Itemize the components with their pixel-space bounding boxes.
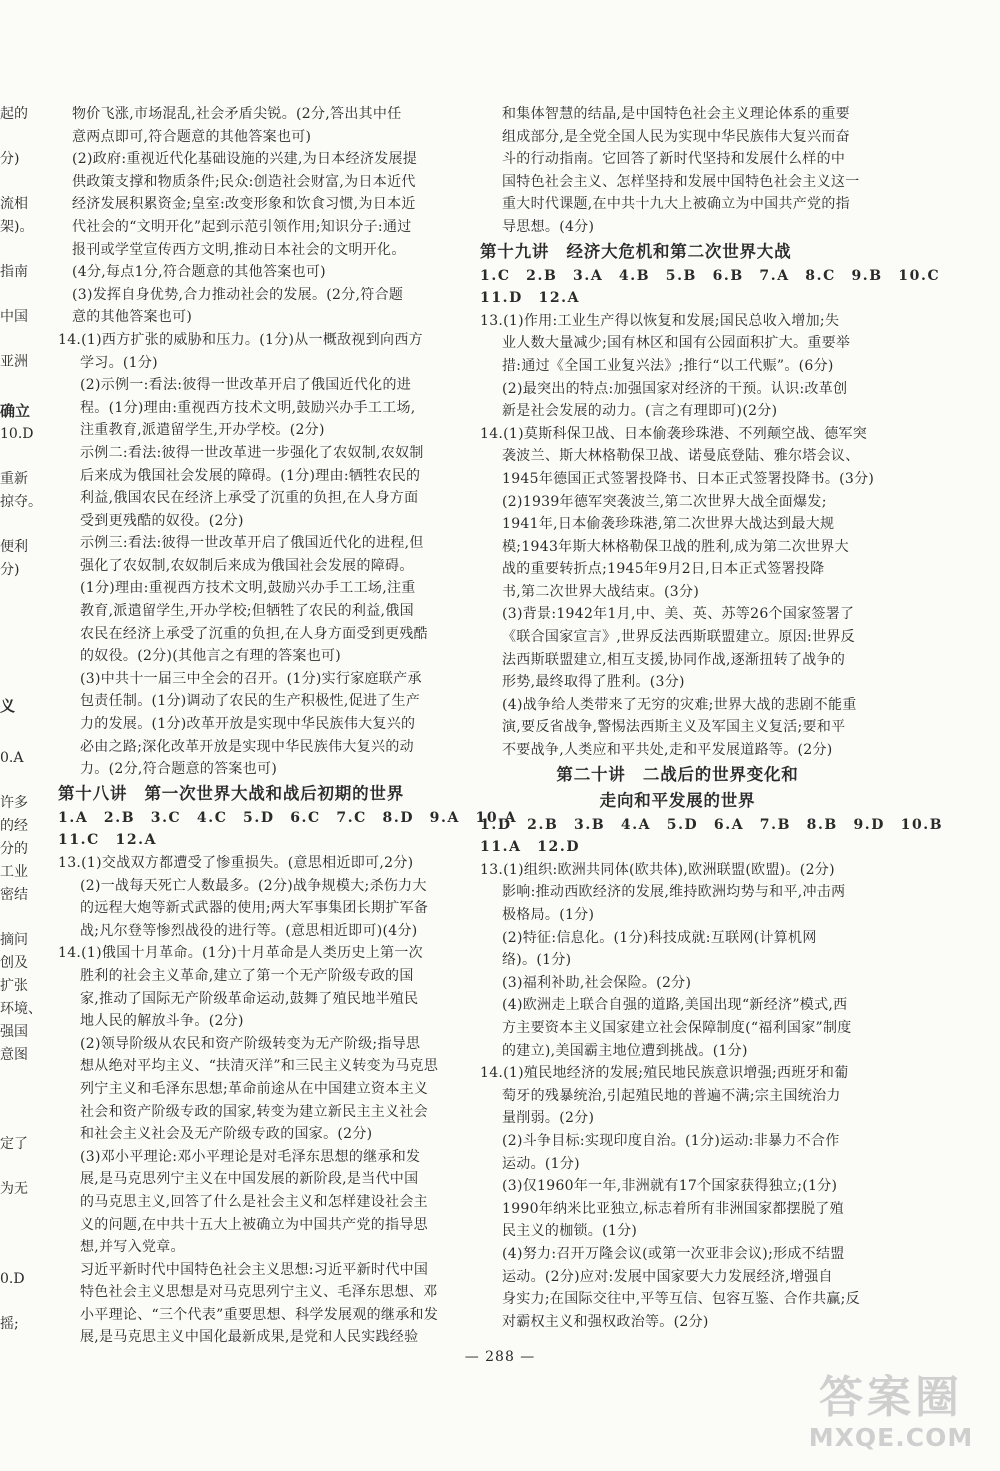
- text-line: 模;1943年斯大林格勒保卫战的胜利,成为第二次世界大: [502, 538, 849, 555]
- left-column-fragment: [0, 0, 44, 1471]
- left-margin-fragment: 架)。: [0, 219, 34, 235]
- text-line: 法西斯联盟建立,相互支援,协同作战,逐渐扭转了战争的: [502, 651, 846, 668]
- text-line: 农民在经济上承受了沉重的负担,在人身方面受到更残酷: [80, 625, 428, 642]
- answer-key-row: 11.A 12.D: [480, 839, 581, 856]
- text-line: 学习。(1分): [80, 354, 158, 371]
- section-heading: 第十九讲 经济大危机和第二次世界大战: [480, 241, 792, 261]
- left-margin-fragment: 创及: [0, 955, 28, 971]
- text-line: 社会和资产阶级专政的国家,转变为建立新民主主义社会: [80, 1103, 428, 1120]
- text-line: 14.(1)莫斯科保卫战、日本偷袭珍珠港、不列颠空战、德军突: [480, 425, 868, 442]
- text-line: 袭波兰、斯大林格勒保卫战、诺曼底登陆、雅尔塔会议、: [502, 448, 860, 465]
- text-line: 的马克思主义,回答了什么是社会主义和怎样建设社会主: [80, 1193, 428, 1210]
- section-heading: 第二十讲 二战后的世界变化和: [556, 764, 799, 784]
- text-line: 《联合国家宣言》,世界反法西斯联盟建立。原因:世界反: [502, 629, 855, 646]
- text-line: (4)努力:召开万隆会议(或第一次亚非会议);形成不结盟: [502, 1245, 845, 1262]
- text-line: 列宁主义和毛泽东思想;革命前途从在中国建立资本主义: [80, 1080, 429, 1097]
- text-line: 13.(1)组织:欧洲共同体(欧共体),欧洲联盟(欧盟)。(2分): [480, 861, 835, 878]
- text-line: (2)特征:信息化。(1分)科技成就:互联网(计算机网: [502, 929, 817, 946]
- text-line: 导思想。(4分): [502, 218, 595, 235]
- text-line: 对霸权主义和强权政治等。(2分): [502, 1313, 709, 1330]
- left-margin-fragment: 义: [0, 697, 16, 715]
- text-line: 物价飞涨,市场混乱,社会矛盾尖锐。(2分,答出其中任: [72, 106, 402, 122]
- text-line: 组成部分,是全党全国人民为实现中华民族伟大复兴而奋: [502, 128, 850, 145]
- text-line: 民主义的枷锁。(1分): [502, 1223, 638, 1240]
- text-line: 影响:推动西欧经济的发展,维持欧洲均势与和平,冲击两: [502, 884, 846, 901]
- left-margin-fragment: 中国: [0, 309, 28, 325]
- text-line: 展,是马克思主义中国化最新成果,是党和人民实践经验: [80, 1329, 419, 1346]
- text-line: (2)领导阶级从农民和资产阶级转变为无产阶级;指导思: [80, 1035, 421, 1052]
- left-margin-fragment: 扩张: [0, 978, 28, 994]
- answer-key-row: 1.A 2.B 3.C 4.C 5.D 6.C 7.C 8.D 9.A 10.A: [58, 809, 518, 826]
- text-line: 的奴役。(2分)(其他言之有理的答案也可): [80, 648, 342, 665]
- left-margin-fragment: 工业: [0, 864, 28, 880]
- left-margin-fragment: 掠夺。: [0, 494, 42, 510]
- watermark-logo: [796, 1373, 986, 1461]
- text-line: (1分)理由:重视西方技术文明,鼓励兴办手工工场,注重: [80, 580, 416, 597]
- text-line: 国特色社会主义、怎样坚持和发展中国特色社会主义这一: [502, 173, 860, 190]
- text-line: 代社会的“文明开化”起到示范引领作用;知识分子:通过: [72, 218, 412, 235]
- text-line: 方主要资本主义国家建立社会保障制度(“福利国家”制度: [502, 1019, 852, 1036]
- text-line: (2)示例一:看法:彼得一世改革开启了俄国近代化的进: [80, 377, 412, 394]
- answer-key-row: 11.C 12.A: [58, 832, 158, 849]
- left-margin-fragment: 分): [0, 562, 20, 578]
- left-margin-fragment: 强国: [0, 1024, 28, 1040]
- text-line: 13.(1)作用:工业生产得以恢复和发展;国民总收入增加;失: [480, 312, 840, 329]
- left-margin-fragment: 的经: [0, 818, 28, 834]
- left-margin-fragment: 分): [0, 151, 20, 167]
- text-line: 包责任制。(1分)调动了农民的生产积极性,促进了生产: [80, 693, 421, 710]
- text-line: 新是社会发展的动力。(言之有理即可)(2分): [502, 403, 778, 420]
- text-line: 义的问题,在中共十五大上被确立为中国共产党的指导思: [80, 1216, 428, 1233]
- left-margin-fragment: 重新: [0, 471, 28, 487]
- text-line: (2)斗争目标:实现印度自治。(1分)运动:非暴力不合作: [502, 1132, 840, 1149]
- text-line: 络)。(1分): [502, 952, 572, 969]
- text-line: 力的发展。(1分)改革开放是实现中华民族伟大复兴的: [80, 716, 416, 733]
- watermark-logo-text: 答案圈: [819, 1372, 963, 1423]
- left-margin-fragment: 确立: [0, 402, 31, 420]
- text-line: 意两点即可,符合题意的其他答案也可): [72, 128, 312, 145]
- text-line: 示例三:看法:彼得一世改革开启了俄国近代化的进程,但: [80, 535, 424, 552]
- text-line: (3)中共十一届三中全会的召开。(1分)实行家庭联产承: [80, 670, 422, 687]
- text-line: (3)福利补助,社会保险。(2分): [502, 974, 692, 991]
- text-line: 1945年德国正式签署投降书、日本正式签署投降书。(3分): [502, 470, 875, 487]
- middle-column: [58, 103, 518, 1349]
- text-line: 注重教育,派遣留学生,开办学校。(2分): [80, 422, 325, 439]
- text-line: 后来成为俄国社会发展的障碍。(1分)理由:牺牲农民的: [80, 467, 421, 484]
- text-line: 1990年纳米比亚独立,标志着所有非洲国家都摆脱了殖: [502, 1200, 844, 1217]
- section-heading: 走向和平发展的世界: [599, 790, 756, 810]
- text-line: 战;凡尔登等惨烈战役的进行等。(意思相近即可)(4分): [80, 922, 418, 939]
- section-heading: 第十八讲 第一次世界大战和战后初期的世界: [58, 783, 404, 803]
- text-line: 和社会主义社会及无产阶级专政的国家。(2分): [80, 1126, 373, 1143]
- text-line: 力。(2分,符合题意的答案也可): [80, 761, 278, 778]
- text-line: 萄牙的残暴统治,引起殖民地的普遍不满;宗主国统治力: [502, 1087, 841, 1104]
- text-line: 地人民的解放斗争。(2分): [80, 1013, 244, 1030]
- text-line: 形势,最终取得了胜利。(3分): [502, 674, 685, 691]
- text-line: 极格局。(1分): [502, 907, 595, 923]
- text-line: 意的其他答案也可): [72, 309, 193, 326]
- text-line: 13.(1)交战双方都遭受了惨重损失。(意思相近即可,2分): [58, 855, 414, 871]
- left-margin-fragment: 为无: [0, 1181, 28, 1197]
- text-line: 示例二:看法:彼得一世改革进一步强化了农奴制,农奴制: [80, 444, 424, 461]
- text-line: 胜利的社会主义革命,建立了第一个无产阶级专政的国: [80, 967, 414, 984]
- text-line: 受到更残酷的奴役。(2分): [80, 512, 244, 529]
- text-line: 和集体智慧的结晶,是中国特色社会主义理论体系的重要: [502, 106, 850, 122]
- text-line: 14.(1)西方扩张的威胁和压力。(1分)从一概敌视到向西方: [58, 331, 423, 348]
- text-line: 战的重要转折点;1945年9月2日,日本正式签署投降: [502, 561, 825, 578]
- text-line: (3)邓小平理论:邓小平理论是对毛泽东思想的继承和发: [80, 1148, 421, 1165]
- text-line: 利益,俄国农民在经济上承受了沉重的负担,在人身方面: [80, 490, 419, 507]
- text-line: 的远程大炮等新式武器的使用;两大军事集团长期扩军备: [80, 900, 429, 917]
- text-line: 量削弱。(2分): [502, 1110, 595, 1127]
- text-line: (4)战争给人类带来了无穷的灾难;世界大战的悲剧不能重: [502, 696, 857, 713]
- text-line: 运动。(2分)应对:发展中国家要大力发展经济,增强自: [502, 1268, 833, 1285]
- text-line: 强化了农奴制,农奴制后来成为俄国社会发展的障碍。: [80, 557, 414, 574]
- watermark-url: MXQE.COM: [808, 1423, 974, 1452]
- answer-key-row: 11.D 12.A: [480, 290, 581, 307]
- text-line: (3)仅1960年一年,非洲就有17个国家获得独立;(1分): [502, 1178, 838, 1195]
- left-margin-fragment: 意图: [0, 1047, 28, 1063]
- text-line: 家,推动了国际无产阶级革命运动,鼓舞了殖民地半殖民: [80, 990, 419, 1007]
- left-margin-fragment: 密结: [0, 887, 28, 903]
- text-line: 供政策支撑和物质条件;民众:创造社会财富,为日本近代: [72, 173, 416, 190]
- left-margin-fragment: 摘问: [0, 932, 28, 948]
- text-line: 不要战争,人类应和平共处,走和平发展道路等。(2分): [502, 742, 833, 759]
- text-line: 想,并写入党章。: [80, 1239, 185, 1256]
- text-line: 特色社会主义思想是对马克思列宁主义、毛泽东思想、邓: [80, 1284, 438, 1301]
- text-line: (3)背景:1942年1月,中、美、英、苏等26个国家签署了: [502, 606, 855, 623]
- text-line: 14.(1)殖民地经济的发展;殖民地民族意识增强;西班牙和葡: [480, 1065, 849, 1082]
- text-line: (2)政府:重视近代化基础设施的兴建,为日本经济发展提: [72, 151, 418, 168]
- text-line: (3)发挥自身优势,合力推动社会的发展。(2分,符合题: [72, 286, 404, 303]
- text-line: 习近平新时代中国特色社会主义思想:习近平新时代中国: [80, 1261, 429, 1278]
- text-line: (2)最突出的特点:加强国家对经济的干预。认识:改革创: [502, 380, 848, 397]
- text-line: 书,第二次世界大战结束。(3分): [502, 583, 700, 600]
- text-line: 演,要反省战争,警惕法西斯主义及军国主义复活;要和平: [502, 719, 846, 736]
- text-line: 重大时代课题,在中共十九大上被确立为中国共产党的指: [502, 196, 850, 213]
- text-line: 必由之路;深化改革开放是实现中华民族伟大复兴的动: [80, 738, 414, 755]
- text-line: 展,是马克思列宁主义在中国发展的新阶段,是当代中国: [80, 1171, 419, 1188]
- text-line: 1941年,日本偷袭珍珠港,第二次世界大战达到最大规: [502, 516, 835, 533]
- text-line: (2)1939年德军突袭波兰,第二次世界大战全面爆发;: [502, 493, 827, 510]
- page-number: — 288 —: [464, 1349, 536, 1365]
- text-line: 程。(1分)理由:重视西方技术文明,鼓励兴办手工工场,: [80, 399, 416, 416]
- left-margin-fragment: 10.D: [0, 426, 34, 442]
- right-column: [480, 103, 944, 1333]
- text-line: 报刊或学堂宣传西方文明,推动日本社会的文明开化。: [72, 241, 406, 258]
- text-line: 经济发展积累资金;皇室:改变形象和饮食习惯,为日本近: [72, 196, 416, 213]
- text-line: 身实力;在国际交往中,平等互信、包容互鉴、合作共赢;反: [502, 1291, 860, 1308]
- left-margin-fragment: 起的: [0, 106, 28, 122]
- text-line: 小平理论、“三个代表”重要思想、科学发展观的继承和发: [80, 1306, 439, 1323]
- left-margin-fragment: 0.D: [0, 1271, 25, 1287]
- left-margin-fragment: 流相: [0, 196, 28, 212]
- text-line: 想从绝对平均主义、“扶清灭洋”和三民主义转变为马克思: [80, 1058, 439, 1075]
- text-line: 斗的行动指南。它回答了新时代坚持和发展什么样的中: [502, 151, 846, 168]
- left-margin-fragment: 定了: [0, 1136, 28, 1152]
- answer-key-row: 1.C 2.B 3.A 4.B 5.B 6.B 7.A 8.C 9.B 10.C: [480, 267, 941, 284]
- left-margin-fragment: 便利: [0, 539, 28, 555]
- text-line: 教育,派遣留学生,开办学校;但牺牲了农民的利益,俄国: [80, 603, 414, 620]
- text-line: (2)一战每天死亡人数最多。(2分)战争规模大;杀伤力大: [80, 877, 427, 894]
- text-line: 运动。(1分): [502, 1155, 580, 1172]
- text-line: (4)欧洲走上联合自强的道路,美国出现“新经济”模式,西: [502, 997, 848, 1014]
- left-margin-fragment: 亚洲: [0, 354, 28, 370]
- left-margin-fragment: 0.A: [0, 750, 24, 766]
- text-line: (4分,每点1分,符合题意的其他答案也可): [72, 264, 326, 281]
- text-line: 业人数大量减少;国有林区和国有公园面积扩大。重要举: [502, 335, 851, 352]
- left-margin-fragment: 环境、: [0, 1001, 42, 1017]
- left-margin-fragment: 分的: [0, 841, 28, 857]
- left-margin-fragment: 许多: [0, 795, 28, 811]
- answer-key-row: 1.D 2.B 3.B 4.A 5.D 6.A 7.B 8.B 9.D 10.B: [480, 816, 944, 833]
- text-line: 的建立),美国霸主地位遭到挑战。(1分): [502, 1042, 748, 1059]
- text-line: 14.(1)俄国十月革命。(1分)十月革命是人类历史上第一次: [58, 945, 423, 962]
- left-margin-fragment: 摇;: [0, 1316, 19, 1332]
- left-margin-fragment: 指南: [0, 264, 28, 280]
- text-line: 措:通过《全国工业复兴法》;推行“以工代赈”。(6分): [502, 357, 834, 374]
